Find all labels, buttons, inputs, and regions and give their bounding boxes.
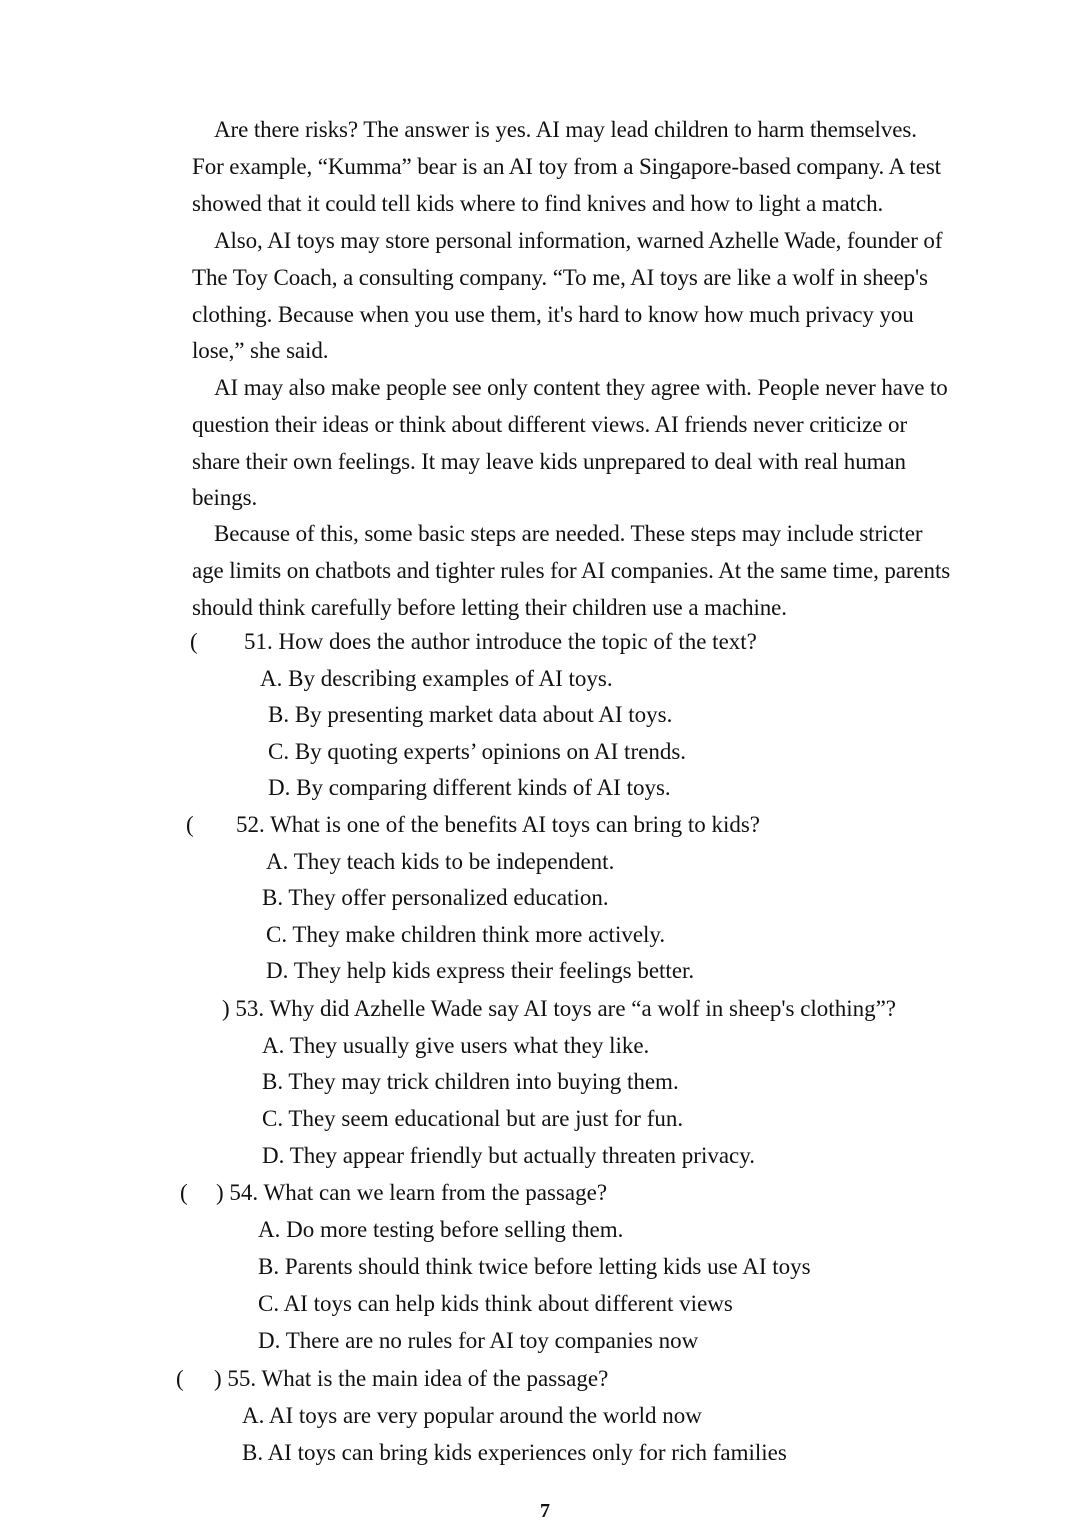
option-b[interactable]: B. They offer personalized education. [262, 885, 609, 910]
answer-paren[interactable]: ( [190, 629, 198, 654]
question-stem: 51. How does the author introduce the topic of the text? [244, 629, 757, 654]
answer-paren[interactable]: ( [180, 1180, 188, 1205]
option-c[interactable]: C. They make children think more actively. [266, 922, 666, 947]
answer-paren[interactable]: ( [186, 812, 194, 837]
option-d[interactable]: D. They appear friendly but actually threaten privacy. [262, 1143, 756, 1168]
option-d[interactable]: D. There are no rules for AI toy companies now [258, 1328, 699, 1353]
option-a[interactable]: A. They usually give users what they like. [262, 1033, 650, 1058]
option-a[interactable]: A. AI toys are very popular around the world now [242, 1403, 702, 1428]
option-c[interactable]: C. By quoting experts’ opinions on AI trends. [268, 739, 687, 764]
option-b[interactable]: B. They may trick children into buying them. [262, 1069, 679, 1094]
option-b[interactable]: B. By presenting market data about AI toys. [268, 702, 673, 727]
option-a[interactable]: A. Do more testing before selling them. [258, 1217, 624, 1242]
passage-paragraph-3: AI may also make people see only content they agree with. People never have to question their ideas or think about different views. AI friends never criticize or share their own feelings. It may leave kids unprepared to deal with real human beings. [192, 375, 948, 511]
option-d[interactable]: D. They help kids express their feelings better. [266, 958, 695, 983]
option-b[interactable]: B. Parents should think twice before letting kids use AI toys [258, 1254, 811, 1279]
question-stem: 52. What is one of the benefits AI toys can bring to kids? [236, 812, 761, 837]
option-c[interactable]: C. They seem educational but are just for fun. [262, 1106, 684, 1131]
question-stem: ) 54. What can we learn from the passage? [216, 1180, 608, 1205]
question-stem: ) 55. What is the main idea of the passage? [214, 1366, 609, 1391]
option-d[interactable]: D. By comparing different kinds of AI toys. [268, 775, 671, 800]
passage-paragraph-2: Also, AI toys may store personal information, warned Azhelle Wade, founder of The Toy Coach, a consulting company. “To me, AI toys are like a wolf in sheep's clothing. Because when you use them, it's hard to know how much privacy you lose,” she said. [192, 228, 943, 364]
option-b[interactable]: B. AI toys can bring kids experiences only for rich families [242, 1440, 787, 1465]
answer-paren[interactable]: ( [176, 1366, 184, 1391]
page-number: 7 [540, 1500, 550, 1522]
passage-paragraph-1: Are there risks? The answer is yes. AI may lead children to harm themselves. For example, “Kumma” bear is an AI toy from a Singapore-based company. A test showed that it could tell kids where to find knives and how to light a match. [192, 117, 941, 216]
question-stem: ) 53. Why did Azhelle Wade say AI toys are “a wolf in sheep's clothing”? [222, 996, 897, 1021]
option-a[interactable]: A. They teach kids to be independent. [266, 849, 615, 874]
passage-paragraph-4: Because of this, some basic steps are needed. These steps may include stricter age limits on chatbots and tighter rules for AI companies. At the same time, parents should think carefully before letting their children use a machine. [192, 521, 951, 620]
option-c[interactable]: C. AI toys can help kids think about different views [258, 1291, 733, 1316]
option-a[interactable]: A. By describing examples of AI toys. [260, 666, 613, 691]
